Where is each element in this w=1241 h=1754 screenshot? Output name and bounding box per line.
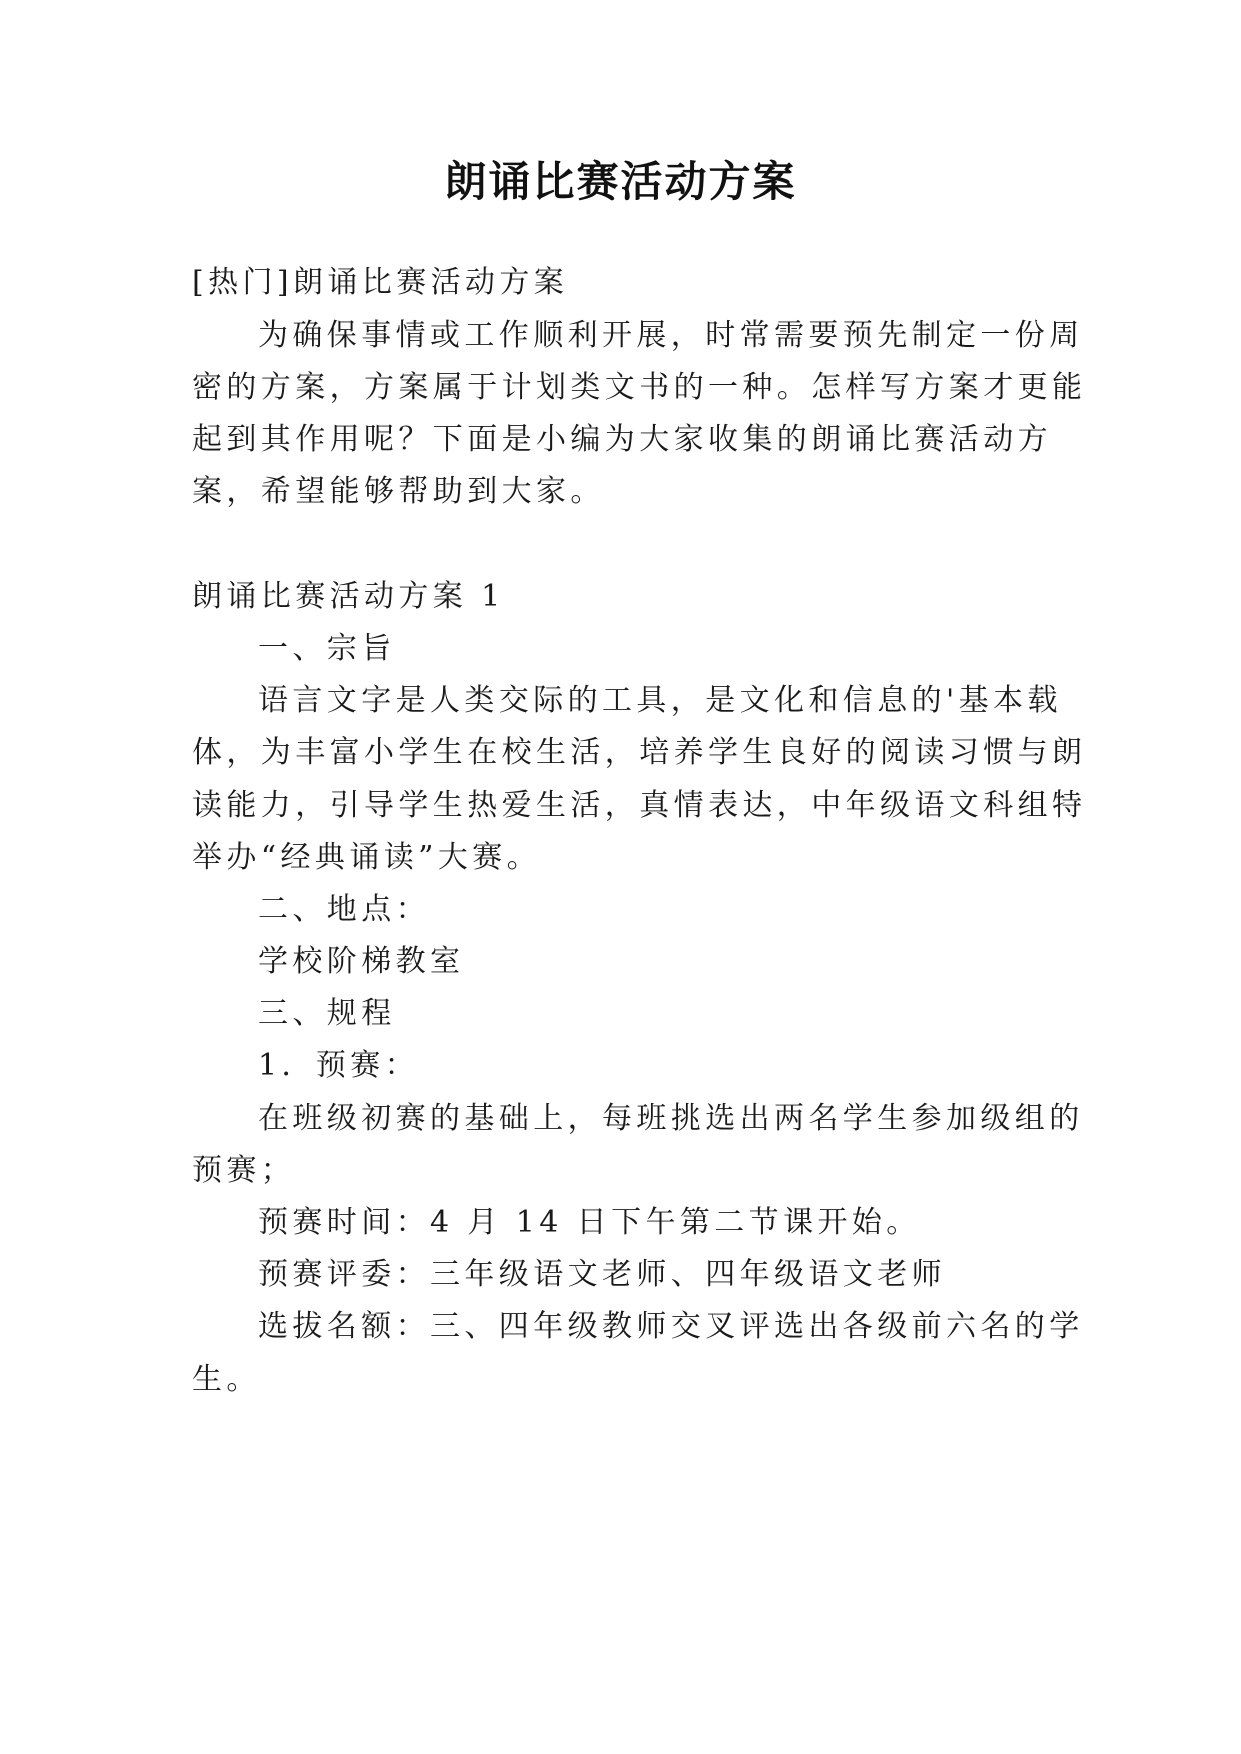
quota-line-1: 选拔名额：三、四年级教师交叉评选出各级前六名的学 xyxy=(258,1309,1084,1344)
intro-line-1: 为确保事情或工作顺利开展，时常需要预先制定一份周 xyxy=(258,318,1084,353)
intro-line-3: 起到其作用呢？下面是小编为大家收集的朗诵比赛活动方 xyxy=(192,422,1052,457)
purpose-line-3: 读能力，引导学生热爱生活，真情表达，中年级语文科组特 xyxy=(192,788,1087,823)
intro-line-4: 案，希望能够帮助到大家。 xyxy=(192,474,605,509)
prelim-line-2: 预赛； xyxy=(192,1153,296,1188)
purpose-line-1: 语言文字是人类交际的工具，是文化和信息的'基本载 xyxy=(258,683,1062,718)
location-text: 学校阶梯教室 xyxy=(258,944,465,979)
intro-line-2: 密的方案，方案属于计划类文书的一种。怎样写方案才更能 xyxy=(192,370,1087,405)
prelim-judges: 预赛评委：三年级语文老师、四年级语文老师 xyxy=(258,1257,946,1292)
heading-location: 二、地点： xyxy=(258,892,430,927)
page-title: 朗诵比赛活动方案 xyxy=(444,157,797,206)
subtitle: [热门]朗诵比赛活动方案 xyxy=(192,265,569,300)
prelim-time: 预赛时间：4 月 14 日下午第二节课开始。 xyxy=(258,1205,921,1240)
section-title: 朗诵比赛活动方案 1 xyxy=(192,579,505,614)
heading-purpose: 一、宗旨 xyxy=(258,631,396,666)
heading-rules: 三、规程 xyxy=(258,996,396,1031)
prelim-line-1: 在班级初赛的基础上，每班挑选出两名学生参加级组的 xyxy=(258,1101,1084,1136)
quota-line-2: 生。 xyxy=(192,1362,261,1397)
purpose-line-4: 举办“经典诵读”大赛。 xyxy=(192,840,542,875)
purpose-line-2: 体，为丰富小学生在校生活，培养学生良好的阅读习惯与朗 xyxy=(192,735,1087,770)
subheading-prelim: 1．预赛： xyxy=(258,1048,420,1083)
